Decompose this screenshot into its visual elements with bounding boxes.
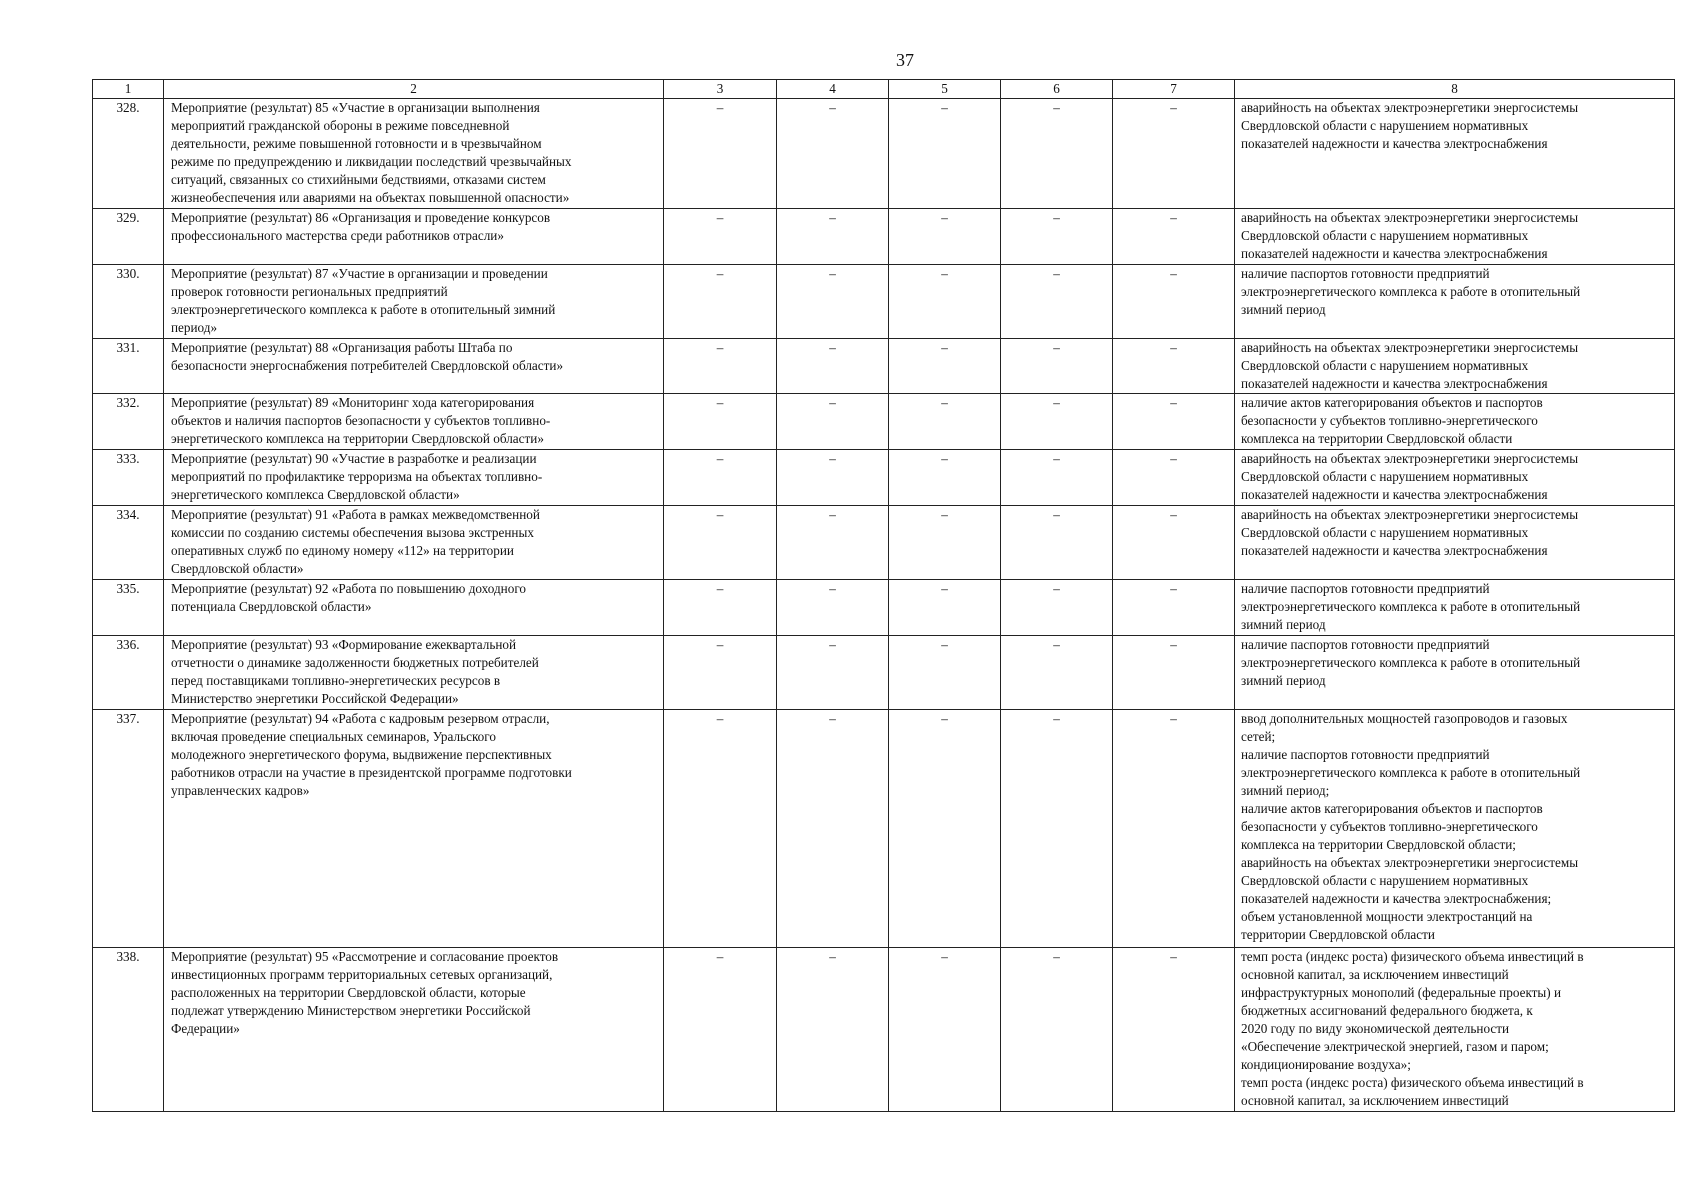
value-cell: – <box>664 209 777 265</box>
value-cell: – <box>1001 506 1113 580</box>
value-cell: – <box>889 99 1001 209</box>
measure-name: Мероприятие (результат) 90 «Участие в разработке и реализации мероприятий по профилактике терроризма на объектах топливно- энергетического комплекса Свердловской области» <box>164 450 664 506</box>
row-number: 337. <box>93 710 164 948</box>
result-indicator: темп роста (индекс роста) физического объема инвестиций в основной капитал, за исключением инвестиций инфраструктурных монополий (федеральные проекты) и бюджетных ассигнований федерального бюджета, к 2020 году по виду экономической деятельности «Обеспечение электрической энергией, газом и паром; кондиционирование воздуха»; темп роста (индекс роста) физического объема инвестиций в основной капитал, за исключением инвестиций <box>1235 948 1675 1112</box>
measure-name: Мероприятие (результат) 85 «Участие в организации выполнения мероприятий гражданской обороны в режиме повседневной деятельности, режиме повышенной готовности и в чрезвычайном режиме по предупреждению и ликвидации последствий чрезвычайных ситуаций, связанных со стихийными бедствиями, отказами систем жизнеобеспечения или авариями на объектах повышенной опасности» <box>164 99 664 209</box>
measure-name: Мероприятие (результат) 86 «Организация и проведение конкурсов профессионального мастерства среди работников отрасли» <box>164 209 664 265</box>
measure-name: Мероприятие (результат) 89 «Мониторинг хода категорирования объектов и наличия паспортов безопасности у субъектов топливно- энергетического комплекса на территории Свердловской области» <box>164 394 664 450</box>
column-header: 6 <box>1001 80 1113 99</box>
value-cell: – <box>889 339 1001 394</box>
value-cell: – <box>777 636 889 710</box>
value-cell: – <box>664 339 777 394</box>
result-indicator: аварийность на объектах электроэнергетики энергосистемы Свердловской области с нарушением нормативных показателей надежности и качества электроснабжения <box>1235 99 1675 209</box>
value-cell: – <box>777 339 889 394</box>
value-cell: – <box>1001 394 1113 450</box>
value-cell: – <box>1001 209 1113 265</box>
value-cell: – <box>1001 710 1113 948</box>
value-cell: – <box>889 450 1001 506</box>
value-cell: – <box>664 394 777 450</box>
measure-name: Мероприятие (результат) 92 «Работа по повышению доходного потенциала Свердловской области» <box>164 580 664 636</box>
table-row <box>93 948 1675 1112</box>
result-indicator: аварийность на объектах электроэнергетики энергосистемы Свердловской области с нарушением нормативных показателей надежности и качества электроснабжения <box>1235 339 1675 394</box>
value-cell: – <box>1113 339 1235 394</box>
value-cell: – <box>777 450 889 506</box>
value-cell: – <box>1113 209 1235 265</box>
value-cell: – <box>1001 580 1113 636</box>
table-row <box>93 394 1675 450</box>
table-row <box>93 580 1675 636</box>
value-cell: – <box>1113 99 1235 209</box>
table-row <box>93 265 1675 339</box>
table-row <box>93 710 1675 948</box>
value-cell: – <box>777 265 889 339</box>
value-cell: – <box>664 450 777 506</box>
value-cell: – <box>1113 394 1235 450</box>
table-row <box>93 506 1675 580</box>
measure-name: Мероприятие (результат) 95 «Рассмотрение и согласование проектов инвестиционных программ территориальных сетевых организаций, расположенных на территории Свердловской области, которые подлежат утверждению Министерством энергетики Российской Федерации» <box>164 948 664 1112</box>
value-cell: – <box>777 506 889 580</box>
value-cell: – <box>777 710 889 948</box>
value-cell: – <box>664 580 777 636</box>
row-number: 328. <box>93 99 164 209</box>
column-header: 1 <box>93 80 164 99</box>
row-number: 333. <box>93 450 164 506</box>
result-indicator: наличие паспортов готовности предприятий электроэнергетического комплекса к работе в отопительный зимний период <box>1235 265 1675 339</box>
column-header: 7 <box>1113 80 1235 99</box>
value-cell: – <box>664 265 777 339</box>
measure-name: Мероприятие (результат) 87 «Участие в организации и проведении проверок готовности региональных предприятий электроэнергетического комплекса к работе в отопительный зимний период» <box>164 265 664 339</box>
value-cell: – <box>1113 948 1235 1112</box>
result-indicator: ввод дополнительных мощностей газопроводов и газовых сетей; наличие паспортов готовности предприятий электроэнергетического комплекса к работе в отопительный зимний период; наличие актов категорирования объектов и паспортов безопасности у субъектов топливно-энергетического комплекса на территории Свердловской области; аварийность на объектах электроэнергетики энергосистемы Свердловской области с нарушением нормативных показателей надежности и качества электроснабжения; объем установленной мощности электростанций на территории Свердловской области <box>1235 710 1675 948</box>
table-row <box>93 209 1675 265</box>
value-cell: – <box>889 265 1001 339</box>
value-cell: – <box>777 209 889 265</box>
table-row <box>93 99 1675 209</box>
row-number: 332. <box>93 394 164 450</box>
value-cell: – <box>889 948 1001 1112</box>
value-cell: – <box>777 948 889 1112</box>
table-row <box>93 636 1675 710</box>
table-header-row <box>93 80 1675 99</box>
value-cell: – <box>889 506 1001 580</box>
value-cell: – <box>777 580 889 636</box>
value-cell: – <box>1113 710 1235 948</box>
value-cell: – <box>889 394 1001 450</box>
measure-name: Мероприятие (результат) 93 «Формирование ежеквартальной отчетности о динамике задолженности бюджетных потребителей перед поставщиками топливно-энергетических ресурсов в Министерство энергетики Российской Федерации» <box>164 636 664 710</box>
result-indicator: аварийность на объектах электроэнергетики энергосистемы Свердловской области с нарушением нормативных показателей надежности и качества электроснабжения <box>1235 450 1675 506</box>
value-cell: – <box>1001 636 1113 710</box>
value-cell: – <box>1113 580 1235 636</box>
row-number: 336. <box>93 636 164 710</box>
value-cell: – <box>664 99 777 209</box>
result-indicator: аварийность на объектах электроэнергетики энергосистемы Свердловской области с нарушением нормативных показателей надежности и качества электроснабжения <box>1235 506 1675 580</box>
value-cell: – <box>889 710 1001 948</box>
value-cell: – <box>1113 636 1235 710</box>
result-indicator: наличие актов категорирования объектов и паспортов безопасности у субъектов топливно-энергетического комплекса на территории Свердловской области <box>1235 394 1675 450</box>
row-number: 335. <box>93 580 164 636</box>
column-header: 5 <box>889 80 1001 99</box>
value-cell: – <box>889 580 1001 636</box>
column-header: 3 <box>664 80 777 99</box>
value-cell: – <box>664 710 777 948</box>
value-cell: – <box>1113 506 1235 580</box>
value-cell: – <box>889 636 1001 710</box>
value-cell: – <box>664 506 777 580</box>
value-cell: – <box>777 99 889 209</box>
value-cell: – <box>664 948 777 1112</box>
column-header: 2 <box>164 80 664 99</box>
value-cell: – <box>1001 265 1113 339</box>
row-number: 334. <box>93 506 164 580</box>
value-cell: – <box>664 636 777 710</box>
measure-name: Мероприятие (результат) 91 «Работа в рамках межведомственной комиссии по созданию системы обеспечения вызова экстренных оперативных служб по единому номеру «112» на территории Свердловской области» <box>164 506 664 580</box>
measure-name: Мероприятие (результат) 88 «Организация работы Штаба по безопасности энергоснабжения потребителей Свердловской области» <box>164 339 664 394</box>
value-cell: – <box>1001 948 1113 1112</box>
measure-name: Мероприятие (результат) 94 «Работа с кадровым резервом отрасли, включая проведение специальных семинаров, Уральского молодежного энергетического форума, выдвижение перспективных работников отрасли на участие в президентской программе подготовки управленческих кадров» <box>164 710 664 948</box>
value-cell: – <box>777 394 889 450</box>
row-number: 330. <box>93 265 164 339</box>
value-cell: – <box>1001 339 1113 394</box>
row-number: 329. <box>93 209 164 265</box>
table-row <box>93 339 1675 394</box>
row-number: 331. <box>93 339 164 394</box>
value-cell: – <box>1001 99 1113 209</box>
value-cell: – <box>889 209 1001 265</box>
column-header: 8 <box>1235 80 1675 99</box>
row-number: 338. <box>93 948 164 1112</box>
result-indicator: наличие паспортов готовности предприятий электроэнергетического комплекса к работе в отопительный зимний период <box>1235 580 1675 636</box>
table-row <box>93 450 1675 506</box>
result-indicator: наличие паспортов готовности предприятий электроэнергетического комплекса к работе в отопительный зимний период <box>1235 636 1675 710</box>
value-cell: – <box>1113 265 1235 339</box>
column-header: 4 <box>777 80 889 99</box>
page-number: 37 <box>896 50 914 70</box>
result-indicator: аварийность на объектах электроэнергетики энергосистемы Свердловской области с нарушением нормативных показателей надежности и качества электроснабжения <box>1235 209 1675 265</box>
measures-table <box>92 79 1675 1112</box>
value-cell: – <box>1113 450 1235 506</box>
value-cell: – <box>1001 450 1113 506</box>
